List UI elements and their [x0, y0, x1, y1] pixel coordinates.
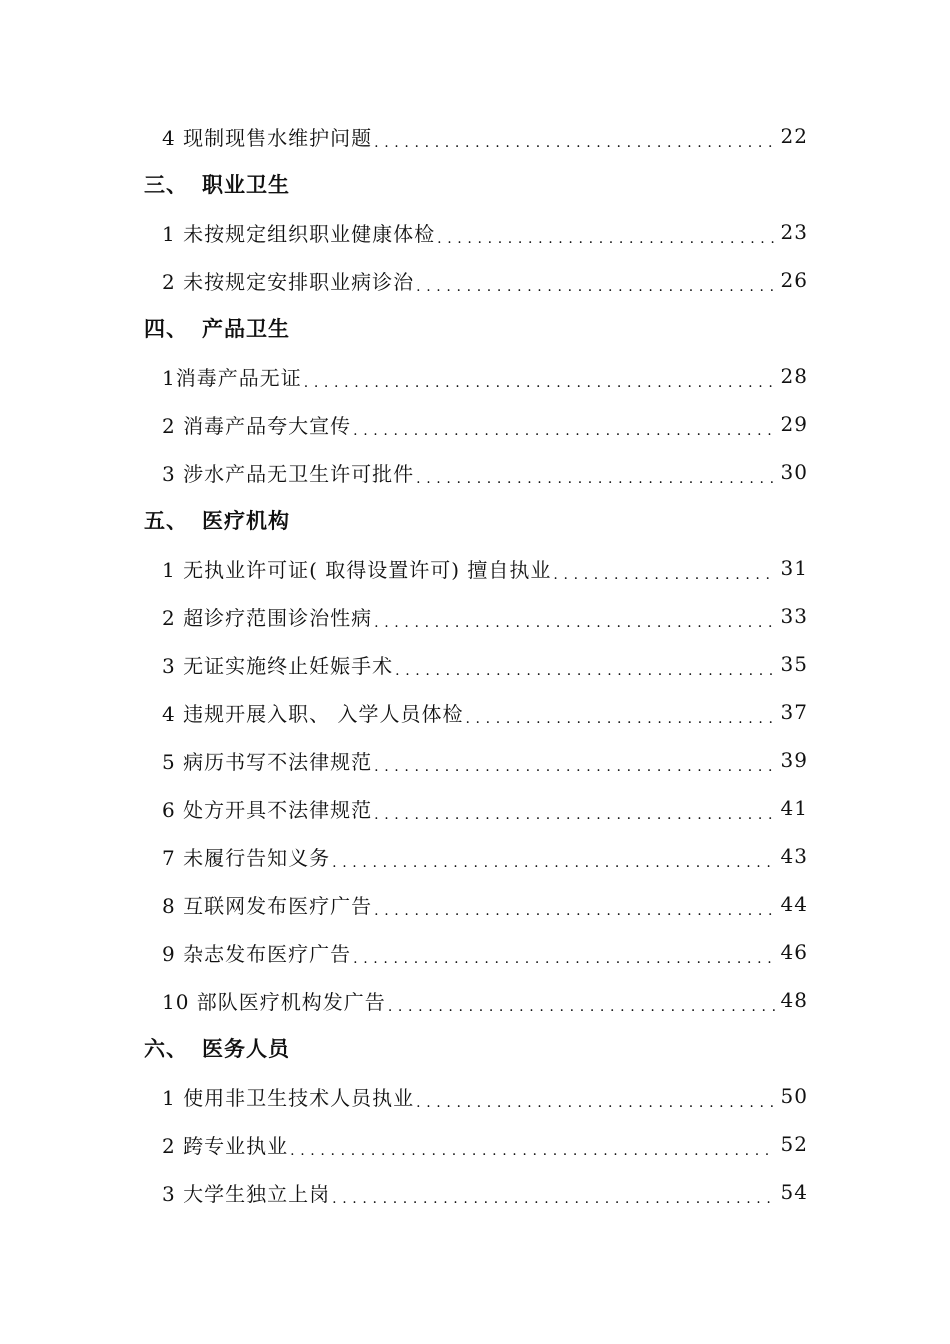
dot-leader: [553, 552, 776, 584]
toc-entry-label: 3 无证实施终止妊娠手术: [162, 653, 394, 678]
toc-entry-label: 9 杂志发布医疗广告: [162, 941, 352, 966]
toc-entry: [144, 784, 808, 832]
toc-entry: [144, 352, 808, 400]
toc-section-heading: [144, 496, 808, 544]
toc-page-number: 50: [780, 1084, 808, 1108]
section-title: 产品卫生: [202, 317, 290, 341]
toc-entry: [144, 208, 808, 256]
toc-entry-label: 1消毒产品无证: [162, 365, 302, 390]
dot-leader: [395, 648, 776, 680]
dot-leader: [353, 936, 776, 968]
toc-entry-label: 10 部队医疗机构发广告: [162, 989, 386, 1014]
toc-entry: [144, 976, 808, 1024]
toc-section-heading: [144, 1024, 808, 1072]
toc-entry-label: 1 未按规定组织职业健康体检: [162, 221, 436, 246]
toc-section-heading: [144, 160, 808, 208]
toc-entry: [144, 256, 808, 304]
dot-leader: [374, 744, 776, 776]
section-title: 职业卫生: [202, 173, 290, 197]
toc-page-number: 54: [780, 1180, 808, 1204]
toc-entry: [144, 832, 808, 880]
section-title: 医务人员: [202, 1037, 290, 1061]
toc-entry: [144, 544, 808, 592]
toc-entry-label: 6 处方开具不法律规范: [162, 797, 373, 822]
toc-entry: [144, 880, 808, 928]
dot-leader: [374, 888, 776, 920]
toc-entry: [144, 1168, 808, 1216]
section-number: 三、: [144, 173, 188, 197]
toc-entry-label: 7 未履行告知义务: [162, 845, 331, 870]
toc-page-number: 44: [780, 892, 808, 916]
toc-entry: [144, 640, 808, 688]
toc-page-number: 39: [780, 748, 808, 772]
toc-page-number: 52: [780, 1132, 808, 1156]
toc-entry-label: 2 消毒产品夸大宣传: [162, 413, 352, 438]
toc-section-heading: [144, 304, 808, 352]
toc-entry: [144, 1120, 808, 1168]
section-number: 四、: [144, 317, 188, 341]
section-title: 医疗机构: [202, 509, 290, 533]
toc-entry-label: 3 大学生独立上岗: [162, 1181, 331, 1206]
toc-page-number: 30: [780, 460, 808, 484]
toc-entry-label: 1 使用非卫生技术人员执业: [162, 1085, 415, 1110]
toc-entry: [144, 736, 808, 784]
dot-leader: [304, 360, 776, 392]
toc-page-number: 28: [780, 364, 808, 388]
toc-entry-label: 3 涉水产品无卫生许可批件: [162, 461, 415, 486]
toc-entry: [144, 112, 808, 160]
toc-entry-label: 5 病历书写不法律规范: [162, 749, 373, 774]
toc-page-number: 33: [780, 604, 808, 628]
toc-entry: [144, 688, 808, 736]
toc-entry-label: 2 未按规定安排职业病诊治: [162, 269, 415, 294]
toc-page-number: 22: [780, 124, 808, 148]
dot-leader: [416, 264, 776, 296]
toc-entry-label: 4 违规开展入职、 入学人员体检: [162, 701, 464, 726]
dot-leader: [332, 840, 776, 872]
toc-entry-label: 8 互联网发布医疗广告: [162, 893, 373, 918]
toc-page-number: 26: [780, 268, 808, 292]
dot-leader: [416, 456, 776, 488]
dot-leader: [416, 1080, 776, 1112]
toc-page-number: 31: [780, 556, 808, 580]
dot-leader: [290, 1128, 776, 1160]
section-number: 六、: [144, 1037, 188, 1061]
toc-entry: [144, 400, 808, 448]
toc-entry: [144, 448, 808, 496]
toc-entry-label: 2 跨专业执业: [162, 1133, 289, 1158]
dot-leader: [353, 408, 776, 440]
toc-page-number: 48: [780, 988, 808, 1012]
toc-entry: [144, 1072, 808, 1120]
dot-leader: [332, 1176, 776, 1208]
toc-entry: [144, 592, 808, 640]
toc-page-number: 23: [780, 220, 808, 244]
dot-leader: [465, 696, 776, 728]
toc-page-number: 43: [780, 844, 808, 868]
dot-leader: [374, 120, 776, 152]
toc-entry-label: 2 超诊疗范围诊治性病: [162, 605, 373, 630]
dot-leader: [437, 216, 776, 248]
dot-leader: [374, 792, 776, 824]
table-of-contents: [144, 112, 808, 1216]
toc-page-number: 46: [780, 940, 808, 964]
toc-page-number: 41: [780, 796, 808, 820]
toc-page-number: 37: [780, 700, 808, 724]
toc-entry: [144, 928, 808, 976]
toc-entry-label: 1 无执业许可证( 取得设置许可) 擅自执业: [162, 557, 552, 582]
section-number: 五、: [144, 509, 188, 533]
toc-page-number: 35: [780, 652, 808, 676]
toc-page-number: 29: [780, 412, 808, 436]
toc-entry-label: 4 现制现售水维护问题: [162, 125, 373, 150]
dot-leader: [374, 600, 776, 632]
dot-leader: [388, 984, 776, 1016]
